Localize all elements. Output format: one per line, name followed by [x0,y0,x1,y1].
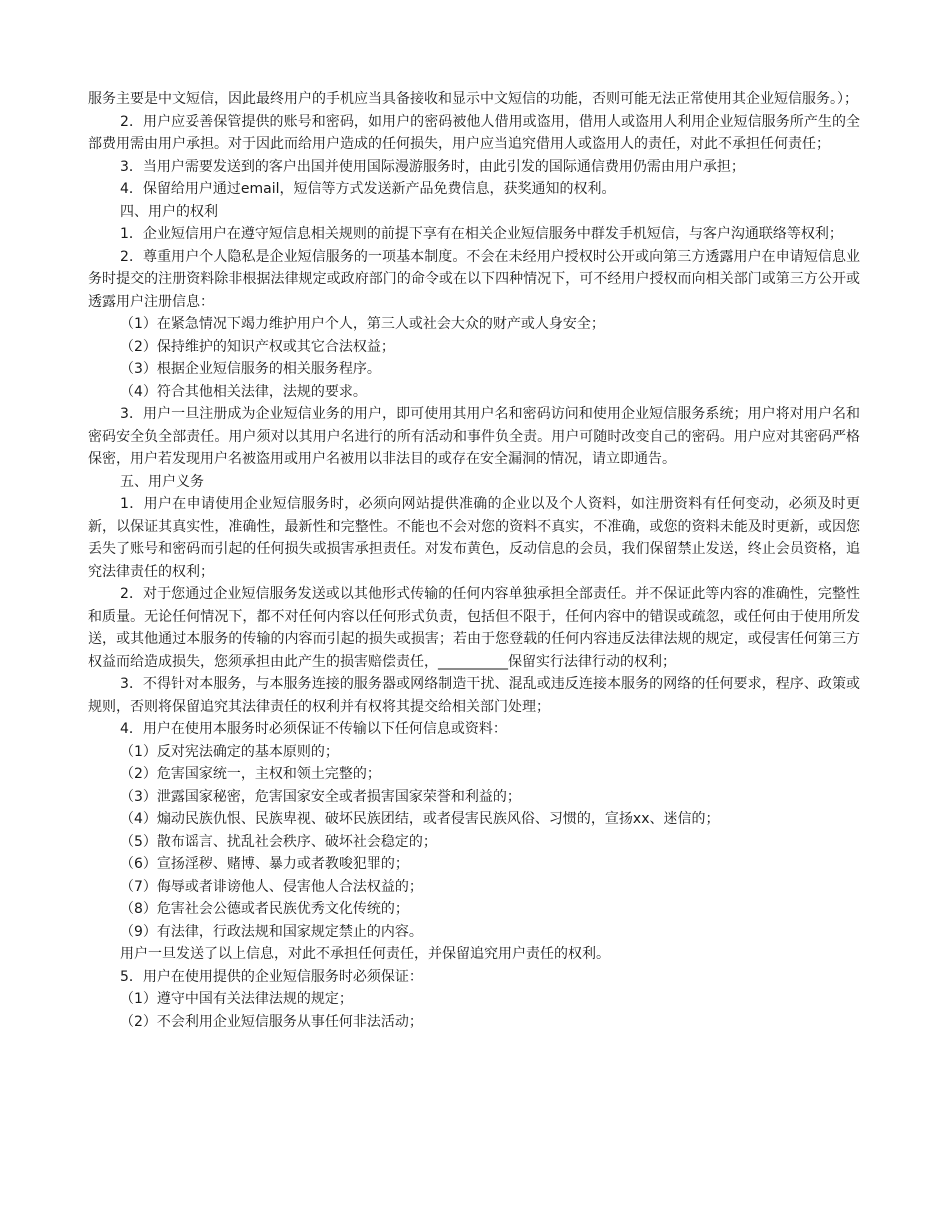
clause-5-5-item-2: （2）不会利用企业短信服务从事任何非法活动； [120,1013,423,1030]
clause-5-4-note: 用户一旦发送了以上信息，对此不承担任何责任，并保留追究用户责任的权利。 [120,946,610,962]
clause-5-4-item-3: （3）泄露国家秘密，危害国家安全或者损害国家荣誉和利益的； [120,788,521,805]
clause-3-3: 3．当用户需要发送到的客户出国并使用国际漫游服务时，由此引发的国际通信费用仍需由用户承担； [120,158,745,175]
clause-5-5-item-1: （1）遵守中国有关法律法规的规定； [120,991,353,1007]
clause-5-4-item-6: （6）宣扬淫秽、赌博、暴力或者教唆犯罪的； [120,856,409,872]
clause-4-2-item-2: （2）保持维护的知识产权或其它合法权益； [120,338,395,355]
section-heading-user-rights: 四、用户的权利 [120,203,218,220]
section-heading-user-obligations: 五、用户义务 [120,473,204,490]
clause-4-1: 1．企业短信用户在遵守短信息相关规则的前提下享有在相关企业短信服务中群发手机短信，与客户沟通联络等权利； [120,226,843,242]
paragraph-continuation: 服务主要是中文短信，因此最终用户的手机应当具备接收和显示中文短信的功能，否则可能无法正常使用其企业短信服务。）； [88,91,858,107]
clause-4-2-item-3: （3）根据企业短信服务的相关服务程序。 [120,361,381,377]
clause-5-4-item-9: （9）有法律，行政法规和国家规定禁止的内容。 [120,923,423,940]
clause-4-2-item-4: （4）符合其他相关法律，法规的要求。 [120,383,367,400]
clause-5-1: 1．用户在申请使用企业短信服务时，必须向网站提供准确的企业以及个人资料，如注册资料有任何变动，必须及时更新，以保证其真实性，准确性，最新性和完整性。不能也不会对您的资料不真实，不准确，或您的资料未能及时更新，或因您丢失了账号和密码而引起的任何损失或损害承担责任。对发布黄色，反动信息的会员，我们保留禁止发送，终止会员资格，追究法律责任的权利； [88,496,860,580]
clause-5-4-item-1: （1）反对宪法确定的基本原则的； [120,743,339,760]
clause-4-3: 3．用户一旦注册成为企业短信业务的用户，即可使用其用户名和密码访问和使用企业短信服务系统；用户将对用户名和密码安全负全部责任。用户须对以其用户名进行的所有活动和事件负全责。用户可随时改变自己的密码。用户应对其密码严格保密，用户若发现用户名被盗用或用户名被用以非法目的或存在安全漏洞的情况，请立即通告。 [88,406,860,467]
clause-5-4-item-7: （7）侮辱或者诽谤他人、侵害他人合法权益的； [120,878,423,895]
clause-5-5: 5．用户在使用提供的企业短信服务时必须保证： [120,968,423,985]
clause-5-4-item-5: （5）散布谣言、扰乱社会秩序、破坏社会稳定的； [120,833,437,850]
clause-5-3: 3．不得针对本服务，与本服务连接的服务器或网络制造干扰、混乱或违反连接本服务的网络的任何要求，程序、政策或规则，否则将保留追究其法律责任的权利并有权将其提交给相关部门处理； [88,676,860,715]
clause-3-4: 4．保留给用户通过email，短信等方式发送新产品免费信息，获奖通知的权利。 [120,181,616,197]
clause-3-2: 2．用户应妥善保管提供的账号和密码，如用户的密码被他人借用或盗用，借用人或盗用人利用企业短信服务所产生的全部费用需由用户承担。对于因此而给用户造成的任何损失，用户应当追究借用人或盗用人的责任，对此不承担任何责任； [88,113,860,152]
clause-5-4: 4．用户在使用本服务时必须保证不传输以下任何信息或资料： [120,721,507,737]
clause-5-2: 2．对于您通过企业短信服务发送或以其他形式传输的任何内容单独承担全部责任。并不保证此等内容的准确性，完整性和质量。无论任何情况下，都不对任何内容以任何形式负责，包括但不限于，任何内容中的错误或疏忽，或任何由于使用所发送，或其他通过本服务的传输的内容而引起的损失或损害；若由于您登载的任何内容违反法律法规的规定，或侵害任何第三方权益而给造成损失，您须承担由此产生的损害赔偿责任，__________保留实行法律行动的权利； [88,586,860,670]
document-body [88,88,860,1033]
clause-4-2-item-1: （1）在紧急情况下竭力维护用户个人，第三人或社会大众的财产或人身安全； [120,316,605,332]
clause-5-4-item-4: （4）煽动民族仇恨、民族卑视、破坏民族团结，或者侵害民族风俗、习惯的，宣扬xx、迷信的； [120,811,720,827]
clause-5-4-item-2: （2）危害国家统一，主权和领土完整的； [120,766,381,782]
clause-4-2: 2．尊重用户个人隐私是企业短信服务的一项基本制度。不会在未经用户授权时公开或向第三方透露用户在申请短信息业务时提交的注册资料除非根据法律规定或政府部门的命令或在以下四种情况下，可不经用户授权而向相关部门或第三方公开或透露用户注册信息： [88,248,860,310]
clause-5-4-item-8: （8）危害社会公德或者民族优秀文化传统的； [120,901,409,917]
